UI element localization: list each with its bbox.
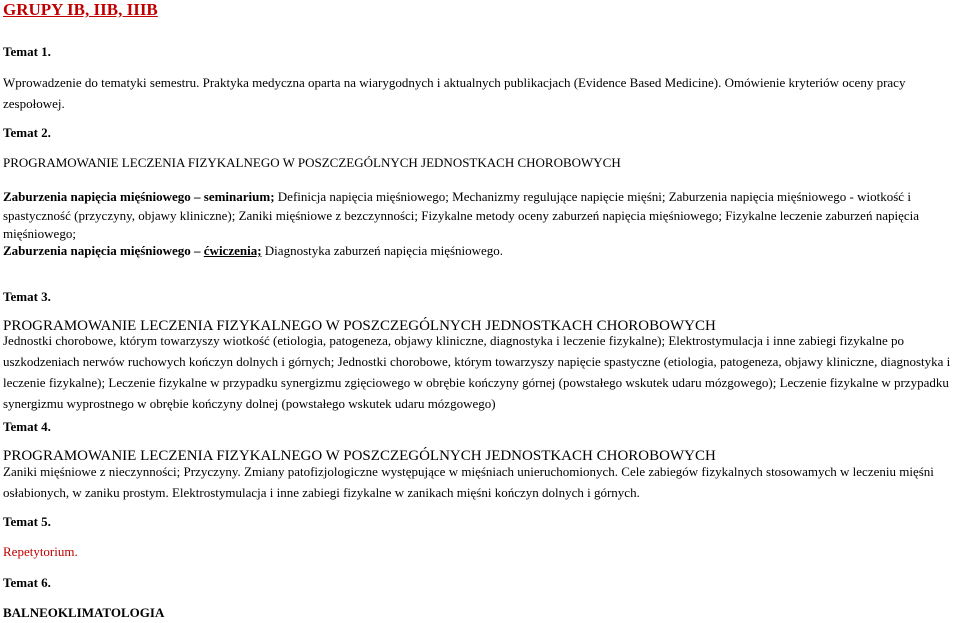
topic-2-seminar-text: Definicja napięcia mięśniowego; Mechanizmy regulujące napięcie mięśni; Zaburzenia napięcia mięśniowego - wiotkość i spastyczność (przyczyny, objawy kliniczne); Zaniki mięśniowe z bezczynności; Fizykalne metody oceny zaburzeń napięcia mięśniowego; Fizykalne leczenie zaburzeń napięcia mięśniowego; bbox=[3, 189, 920, 241]
topic-3-section: PROGRAMOWANIE LECZENIA FIZYKALNEGO W POSZCZEGÓLNYCH JEDNOSTKACH CHOROBOWYCH bbox=[3, 318, 716, 334]
topic-5-text: Repetytorium. bbox=[3, 544, 78, 559]
topic-2-label: Temat 2. bbox=[3, 125, 51, 140]
topic-6-text: BALNEOKLIMATOLOGIA bbox=[3, 605, 165, 620]
document-heading: GRUPY IB, IIB, IIIB bbox=[3, 0, 158, 19]
topic-2-exercise-text: Diagnostyka zaburzeń napięcia mięśniowego. bbox=[264, 243, 504, 258]
topic-6-label: Temat 6. bbox=[3, 575, 51, 590]
topic-2-seminar bbox=[3, 188, 958, 244]
topic-2-section: PROGRAMOWANIE LECZENIA FIZYKALNEGO W POSZCZEGÓLNYCH JEDNOSTKACH CHOROBOWYCH bbox=[3, 155, 621, 170]
topic-5-label: Temat 5. bbox=[3, 514, 51, 529]
topic-2-exercise-title: Zaburzenia napięcia mięśniowego – bbox=[3, 243, 204, 258]
topic-4-section: PROGRAMOWANIE LECZENIA FIZYKALNEGO W POSZCZEGÓLNYCH JEDNOSTKACH CHOROBOWYCH bbox=[3, 448, 716, 464]
topic-2-exercise-keyword: ćwiczenia; bbox=[203, 243, 262, 258]
topic-3-text: Jednostki chorobowe, którym towarzyszy wiotkość (etiologia, patogeneza, objawy kliniczne, diagnostyka i leczenie fizykalne); Elektrostymulacja i inne zabiegi fizykalne po uszkodzeniach nerwów ruchowych kończyn dolnych i górnych; Jednostki chorobowe, którym towarzyszy napięcie spastyczne (etiologia, patogeneza, objawy kliniczne, diagnostyka i leczenie fizykalne); Leczenie fizykalne w przypadku synergizmu zgięciowego w obrębie kończyny górnej (powstałego wskutek udaru mózgowego); Leczenie fizykalne w przypadku synergizmu wyprostnego w obrębie kończyny dolnej (powstałego wskutek udaru mózgowego) bbox=[3, 333, 951, 411]
topic-2-seminar-title: Zaburzenia napięcia mięśniowego – seminarium; bbox=[3, 189, 275, 204]
topic-3-label: Temat 3. bbox=[3, 289, 51, 304]
topic-2-exercise bbox=[3, 240, 503, 261]
topic-1-label: Temat 1. bbox=[3, 44, 51, 59]
topic-4-text: Zaniki mięśniowe z nieczynności; Przyczyny. Zmiany patofizjologiczne występujące w mięśniach unieruchomionych. Cele zabiegów fizykalnych stosowamych w leczeniu mięśni osłabionych, w zaniku prostym. Elektrostymulacja i inne zabiegi fizykalne w zanikach mięśni kończyn dolnych i górnych. bbox=[3, 464, 934, 500]
topic-1-text: Wprowadzenie do tematyki semestru. Praktyka medyczna oparta na wiarygodnych i aktualnych publikacjach (Evidence Based Medicine). Omówienie kryteriów oceny pracy zespołowej. bbox=[3, 75, 906, 111]
topic-4-label: Temat 4. bbox=[3, 419, 51, 434]
